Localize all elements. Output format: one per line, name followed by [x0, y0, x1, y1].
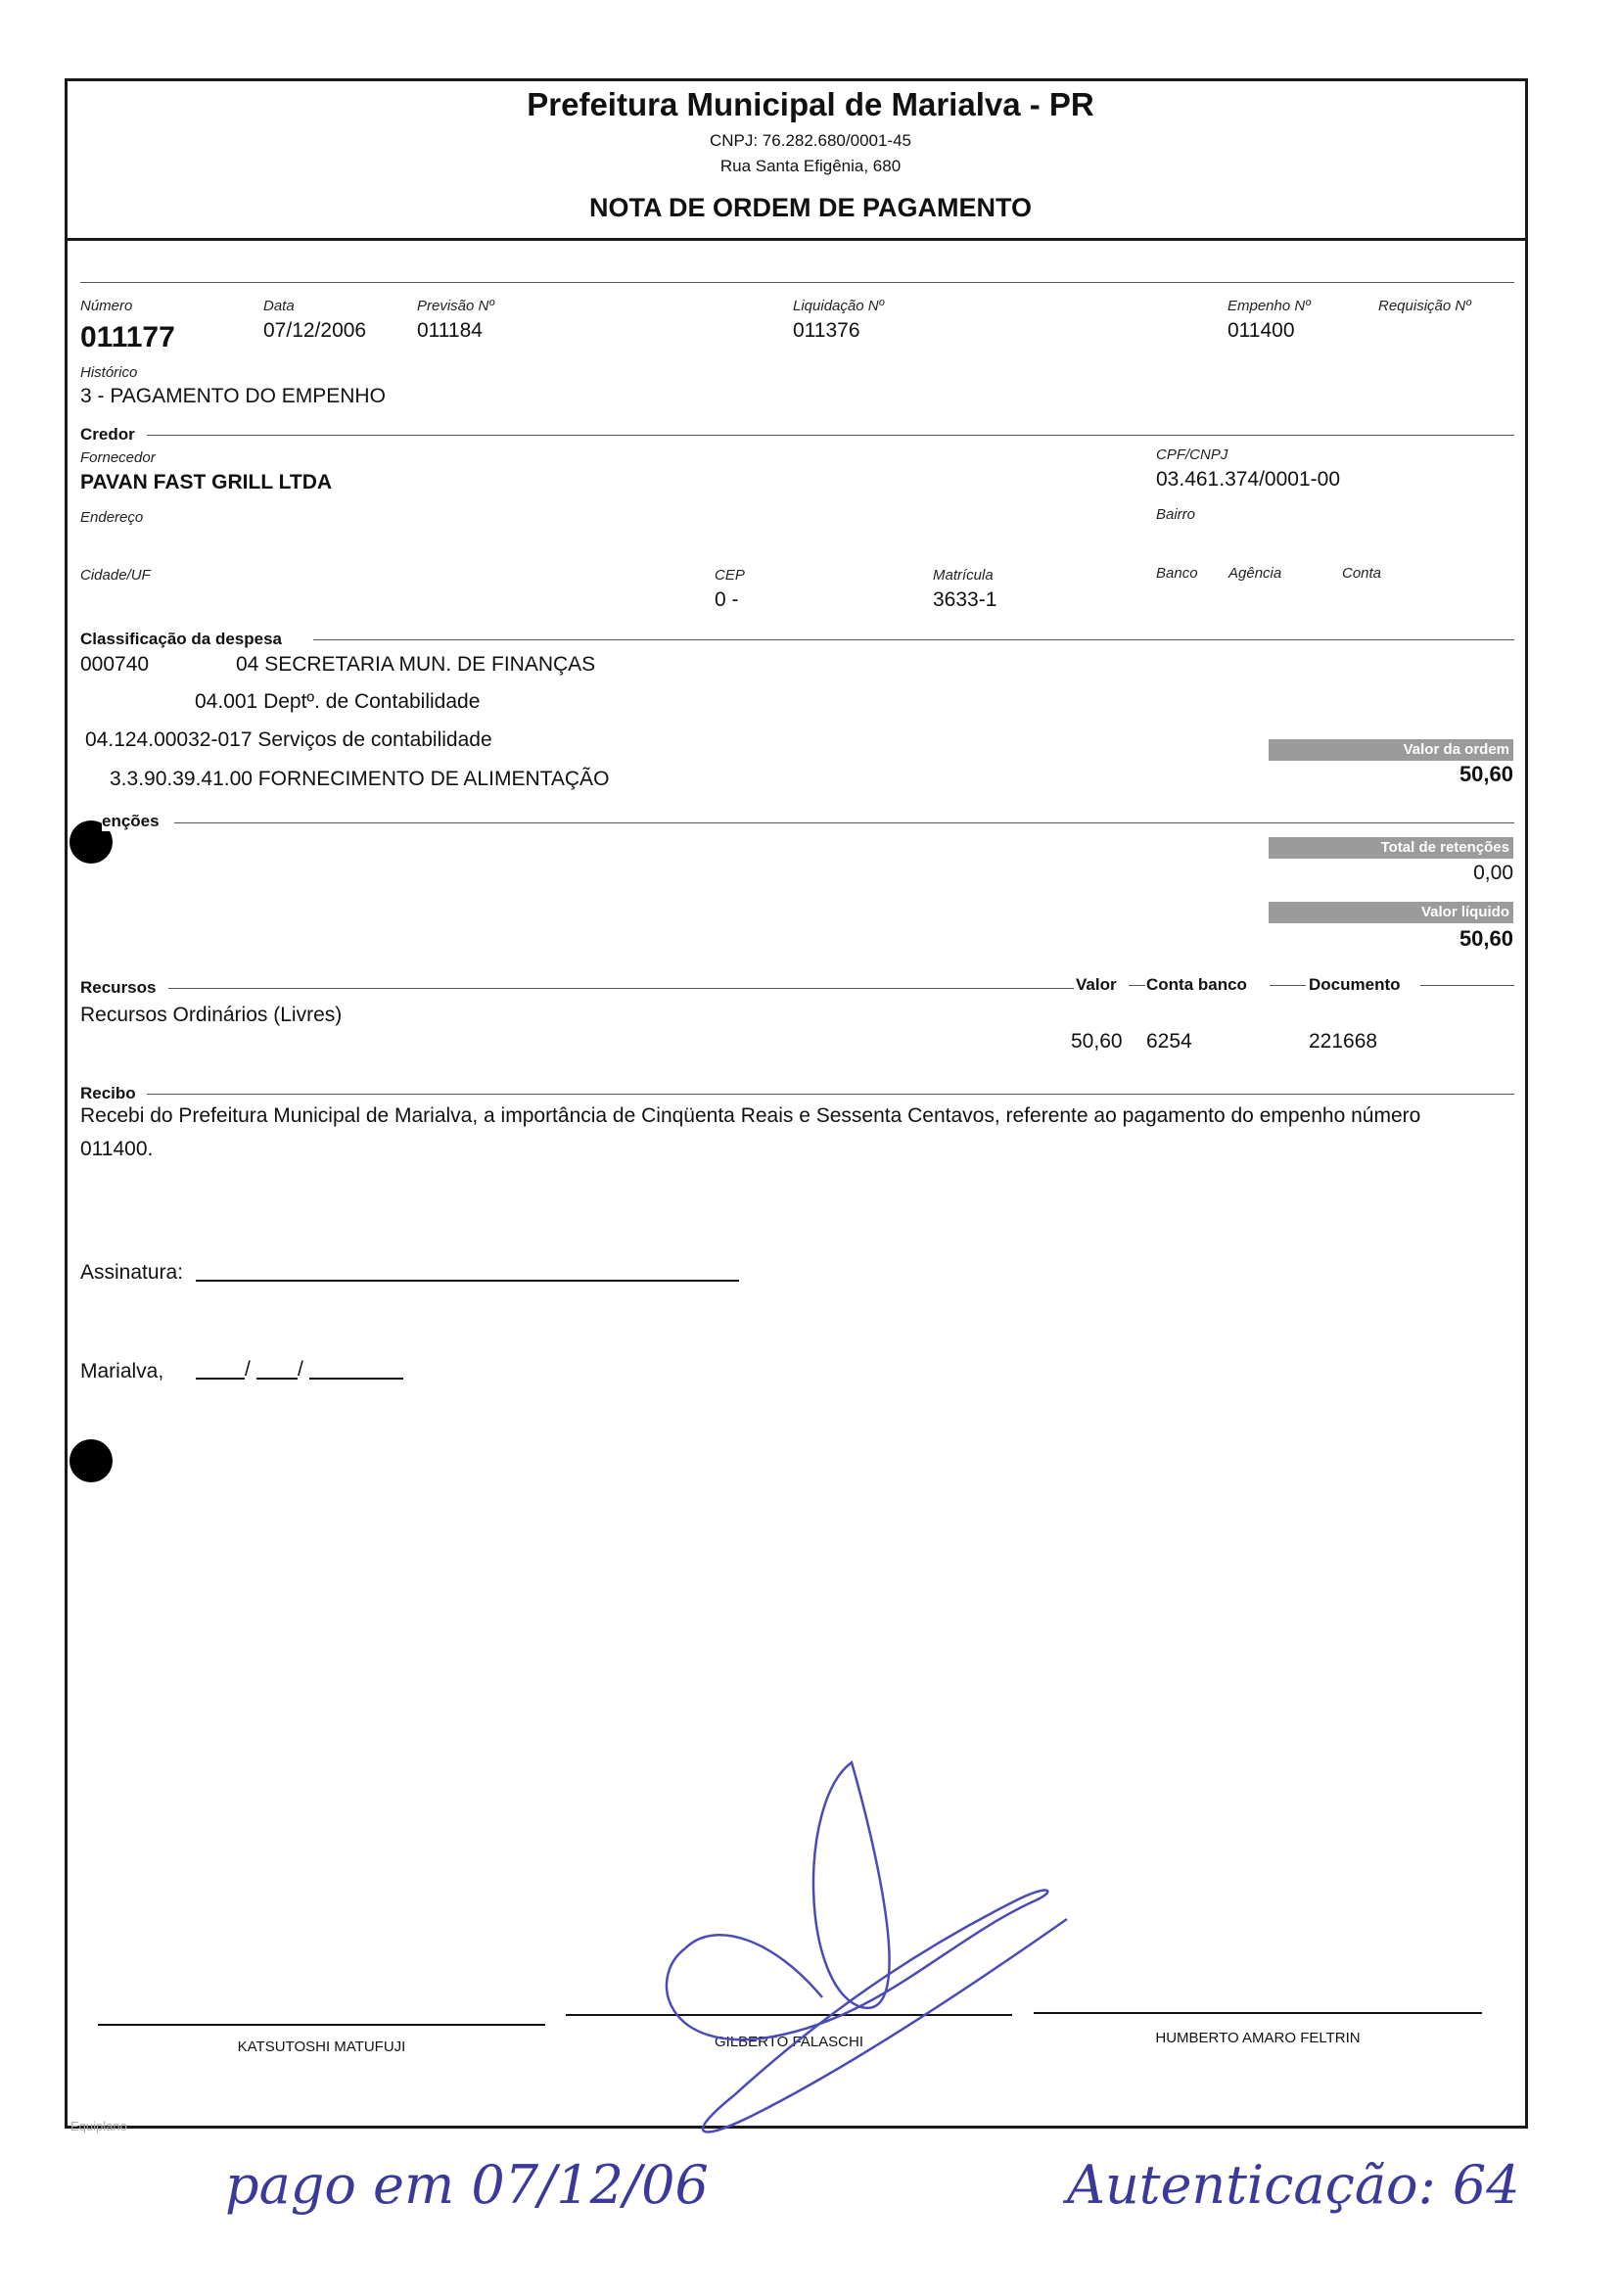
- handwritten-authentication-note: Autenticação: 64: [1067, 2154, 1520, 2216]
- previsao-label: Previsão Nº: [417, 298, 494, 314]
- numero-value: 011177: [80, 321, 175, 353]
- recursos-valor: 50,60: [1071, 1030, 1123, 1053]
- recursos-description: Recursos Ordinários (Livres): [80, 1004, 343, 1026]
- date-day-line[interactable]: [196, 1378, 245, 1380]
- liquidacao-value: 011376: [793, 319, 860, 342]
- credor-section-title: Credor: [80, 425, 141, 445]
- cep-label: CEP: [715, 567, 745, 584]
- signatory-3: HUMBERTO AMARO FELTRIN: [1155, 2030, 1361, 2046]
- recibo-section-title: Recibo: [80, 1084, 142, 1103]
- classificacao-rule: [313, 639, 1514, 640]
- cidade-label: Cidade/UF: [80, 567, 151, 584]
- signatory-2: GILBERTO FALASCHI: [715, 2034, 863, 2050]
- classificacao-line4: 3.3.90.39.41.00 FORNECIMENTO DE ALIMENTAÇÃO: [110, 768, 610, 790]
- numero-label: Número: [80, 298, 133, 314]
- previsao-value: 011184: [417, 319, 483, 342]
- valor-liquido-label: Valor líquido: [1269, 902, 1513, 923]
- page-title: Prefeitura Municipal de Marialva - PR: [527, 86, 1094, 122]
- assinatura-label: Assinatura:: [80, 1261, 184, 1284]
- total-retencoes-label: Total de retenções: [1269, 837, 1513, 859]
- empenho-value: 011400: [1227, 319, 1295, 342]
- classificacao-code: 000740: [80, 653, 150, 676]
- conta-label: Conta: [1342, 565, 1382, 582]
- fornecedor-label: Fornecedor: [80, 449, 156, 466]
- cpf-value: 03.461.374/0001-00: [1156, 468, 1341, 491]
- agencia-label: Agência: [1228, 565, 1282, 582]
- handwritten-payment-note: pago em 07/12/06: [225, 2154, 709, 2216]
- classificacao-line1: 04 SECRETARIA MUN. DE FINANÇAS: [236, 653, 596, 676]
- signature-line-1: [98, 2024, 545, 2026]
- retencoes-section-title: enções: [102, 812, 165, 831]
- date-separator-1: /: [245, 1358, 251, 1381]
- recursos-conta: 6254: [1146, 1030, 1192, 1053]
- banco-label: Banco: [1156, 565, 1198, 582]
- documento-column-header: Documento: [1309, 975, 1401, 994]
- signature-line-3: [1034, 2012, 1482, 2014]
- address-text: Rua Santa Efigênia, 680: [719, 157, 902, 175]
- valor-liquido-value: 50,60: [1459, 926, 1513, 951]
- liquidacao-label: Liquidação Nº: [793, 298, 885, 314]
- recibo-text-line2: 011400.: [80, 1138, 154, 1160]
- date-month-line[interactable]: [256, 1378, 298, 1380]
- assinatura-line[interactable]: [196, 1280, 739, 1282]
- empenho-label: Empenho Nº: [1227, 298, 1311, 314]
- data-value: 07/12/2006: [263, 319, 367, 342]
- endereco-label: Endereço: [80, 509, 144, 526]
- recibo-text-line1: Recebi do Prefeitura Municipal de Marialva, a importância de Cinqüenta Reais e Sessenta Centavos, referente ao pagamento do empenho número: [80, 1104, 1421, 1127]
- recursos-rule-left: [168, 988, 1074, 989]
- date-separator-2: /: [298, 1358, 303, 1381]
- data-label: Data: [263, 298, 295, 314]
- historico-label: Histórico: [80, 364, 138, 381]
- valor-column-header: Valor: [1076, 975, 1117, 994]
- classificacao-line3: 04.124.00032-017 Serviços de contabilidade: [85, 728, 492, 751]
- cnpj-text: CNPJ: 76.282.680/0001-45: [709, 131, 912, 150]
- cep-value: 0 -: [715, 588, 739, 611]
- retencoes-rule: [174, 822, 1514, 823]
- recursos-rule-mid2: [1270, 985, 1306, 986]
- recursos-section-title: Recursos: [80, 978, 162, 998]
- total-retencoes-value: 0,00: [1473, 862, 1513, 884]
- date-year-line[interactable]: [309, 1378, 403, 1380]
- valor-ordem-value: 50,60: [1459, 762, 1513, 786]
- header-separator: [65, 238, 1528, 241]
- punch-hole-bottom: [69, 1439, 113, 1482]
- software-watermark: Equiplano: [70, 2119, 127, 2133]
- classificacao-section-title: Classificação da despesa: [80, 630, 288, 649]
- recursos-documento: 221668: [1309, 1030, 1378, 1053]
- classificacao-line2: 04.001 Deptº. de Contabilidade: [195, 690, 481, 713]
- valor-ordem-label: Valor da ordem: [1269, 739, 1513, 761]
- local-data-label: Marialva,: [80, 1360, 164, 1382]
- recibo-rule: [147, 1094, 1514, 1095]
- historico-value: 3 - PAGAMENTO DO EMPENHO: [80, 385, 386, 407]
- top-rule: [80, 282, 1514, 283]
- signatory-1: KATSUTOSHI MATUFUJI: [237, 2038, 406, 2055]
- recursos-rule-mid1: [1129, 985, 1145, 986]
- cpf-label: CPF/CNPJ: [1156, 446, 1228, 463]
- matricula-value: 3633-1: [933, 588, 997, 611]
- credor-rule: [147, 435, 1514, 436]
- fornecedor-value: PAVAN FAST GRILL LTDA: [80, 471, 333, 493]
- handwritten-signature: [626, 1743, 1096, 2154]
- matricula-label: Matrícula: [933, 567, 994, 584]
- bairro-label: Bairro: [1156, 506, 1196, 523]
- recursos-rule-right: [1420, 985, 1514, 986]
- conta-banco-column-header: Conta banco: [1146, 975, 1247, 994]
- document-title: NOTA DE ORDEM DE PAGAMENTO: [588, 193, 1032, 222]
- requisicao-label: Requisição Nº: [1378, 298, 1471, 314]
